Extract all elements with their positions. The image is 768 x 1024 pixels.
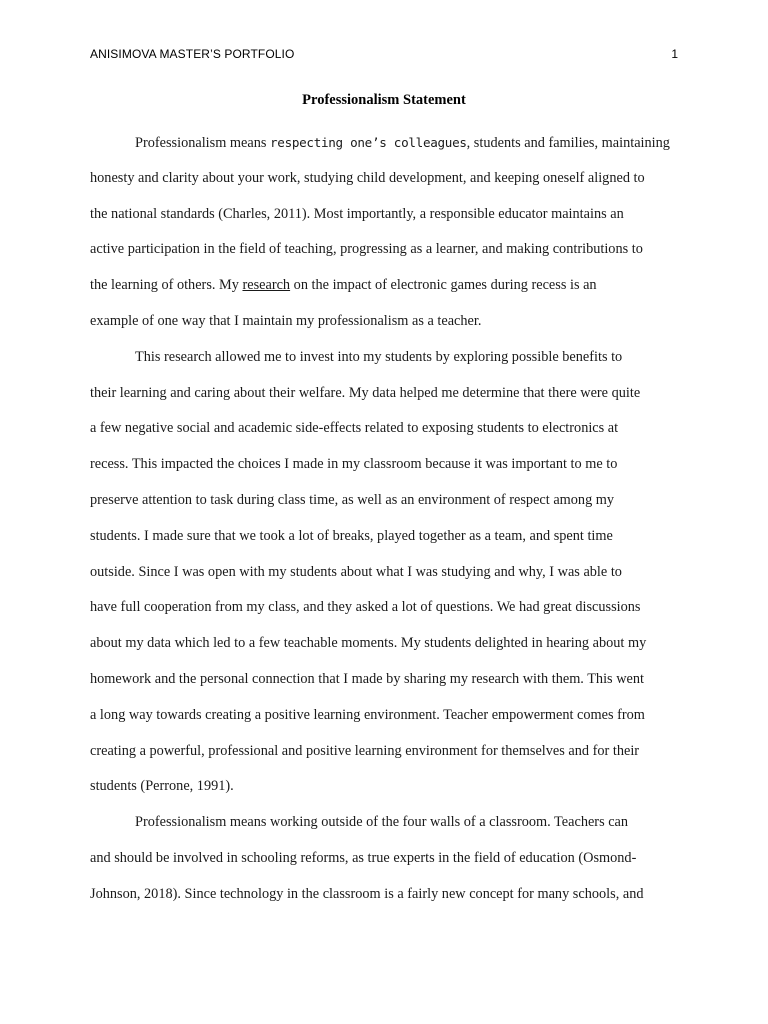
paragraph-line: the national standards (Charles, 2011). Most importantly, a responsible educator maintains an: [90, 205, 624, 222]
paragraph-line: their learning and caring about their welfare. My data helped me determine that there were quite: [90, 384, 641, 401]
paragraph-line: a few negative social and academic side-effects related to exposing students to electronics at: [90, 420, 619, 437]
paragraph-line: Johnson, 2018). Since technology in the classroom is a fairly new concept for many schools, and: [90, 885, 644, 902]
paragraph-line: about my data which led to a few teachable moments. My students delighted in hearing about my: [90, 635, 647, 652]
document-body: [90, 125, 680, 913]
paragraph-line: creating a powerful, professional and positive learning environment for themselves and for their: [90, 742, 640, 759]
running-head: ANISIMOVA MASTER’S PORTFOLIO: [90, 47, 295, 61]
paragraph-line: example of one way that I maintain my professionalism as a teacher.: [90, 312, 482, 329]
paragraph-line: honesty and clarity about your work, studying child development, and keeping oneself aligned to: [90, 169, 645, 186]
paragraph-line: students (Perrone, 1991).: [90, 778, 234, 795]
document-title: Professionalism Statement: [302, 92, 466, 108]
paragraph-line: students. I made sure that we took a lot of breaks, played together as a team, and spent time: [90, 527, 613, 544]
paragraph-line: and should be involved in schooling reforms, as true experts in the field of education (Osmond-: [90, 849, 637, 866]
text-span: the learning of others. My: [90, 277, 243, 294]
page-number: 1: [671, 47, 678, 61]
paragraph-line: preserve attention to task during class time, as well as an environment of respect among my: [90, 491, 615, 508]
paragraph-line: homework and the personal connection that I made by sharing my research with them. This went: [90, 670, 644, 687]
paragraph-line: have full cooperation from my class, and they asked a lot of questions. We had great discussions: [90, 599, 641, 616]
paragraph-line: active participation in the field of teaching, progressing as a learner, and making contributions to: [90, 241, 643, 258]
paragraph-line: [90, 125, 680, 161]
paragraph-line: [90, 268, 680, 304]
research-link[interactable]: research: [242, 277, 291, 294]
text-span: on the impact of electronic games during recess is an: [290, 277, 597, 294]
text-span: , students and families, maintaining: [466, 135, 670, 151]
paragraph-line: a long way towards creating a positive learning environment. Teacher empowerment comes from: [90, 706, 645, 723]
paragraph-line: recess. This impacted the choices I made in my classroom because it was important to me to: [90, 456, 618, 473]
paragraph-line: outside. Since I was open with my students about what I was studying and why, I was able to: [90, 563, 622, 580]
paragraph-line: This research allowed me to invest into my students by exploring possible benefits to: [135, 348, 623, 365]
paragraph-line: Professionalism means working outside of the four walls of a classroom. Teachers can: [135, 814, 629, 831]
text-span: Professionalism means: [135, 135, 271, 151]
text-span: respecting one’s colleagues: [270, 135, 467, 150]
